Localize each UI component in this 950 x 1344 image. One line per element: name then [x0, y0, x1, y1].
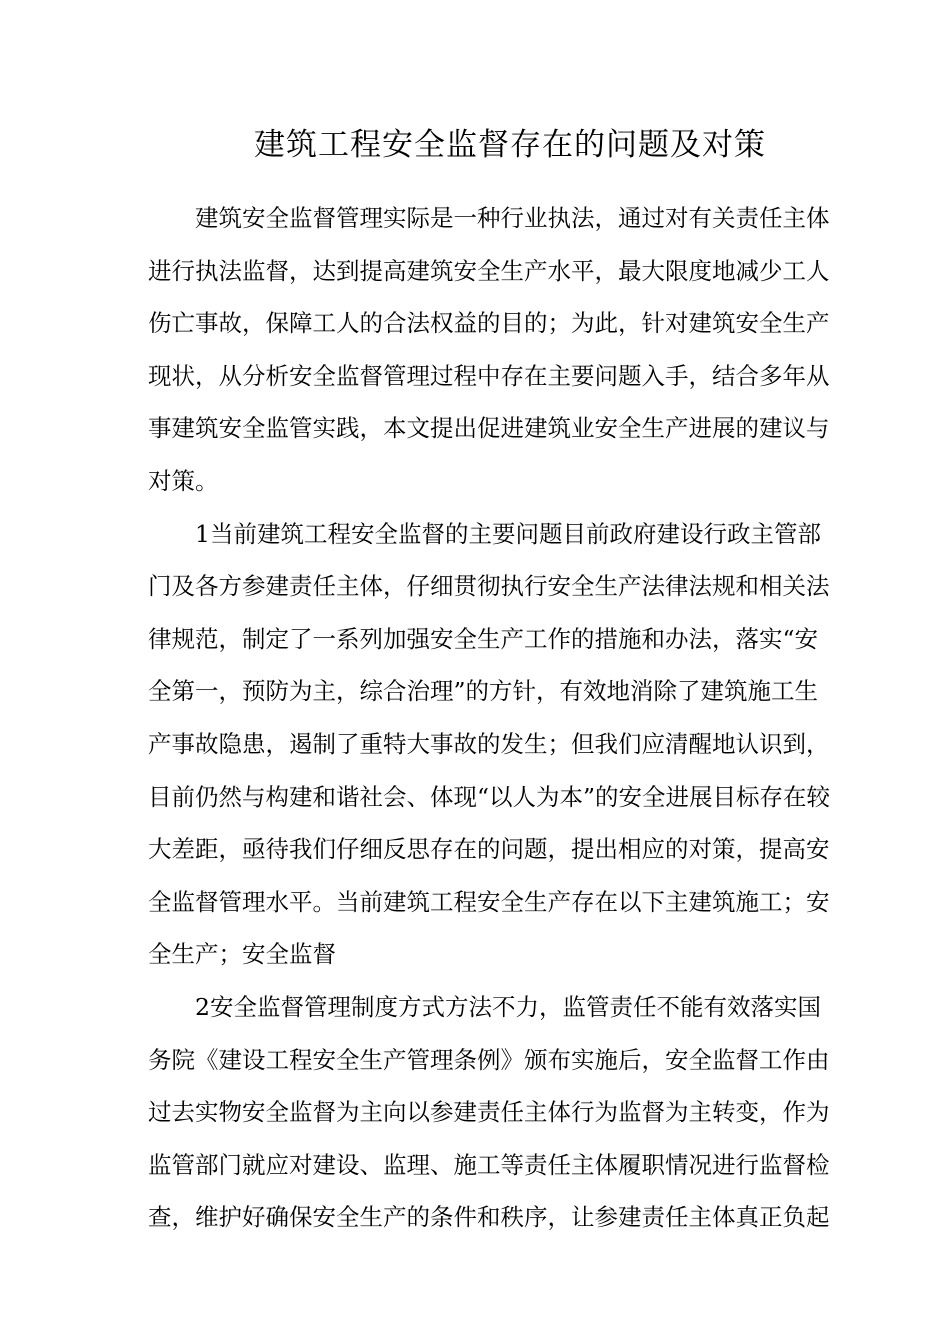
paragraph-line: 监管部门就应对建设、监理、施工等责任主体履职情况进行监督检: [148, 1150, 830, 1179]
paragraph-line: 建筑安全监督管理实际是一种行业执法，通过对有关责任主体: [195, 204, 830, 232]
paragraph-line: 伤亡事故，保障工人的合法权益的目的；为此，针对建筑安全生产: [148, 309, 830, 338]
paragraph: [148, 508, 831, 981]
paragraph-line: 现状，从分析安全监督管理过程中存在主要问题入手，结合多年从: [148, 361, 830, 390]
paragraph-line: 目前仍然与构建和谐社会、体现“以人为本”的安全进展目标存在较: [148, 782, 831, 811]
paragraph-line: 进行执法监督，达到提高建筑安全生产水平，最大限度地减少工人: [148, 256, 830, 285]
paragraph-line: 门及各方参建责任主体，仔细贯彻执行安全生产法律法规和相关法: [148, 572, 830, 601]
paragraph-line: 全第一，预防为主，综合治理”的方针，有效地消除了建筑施工生: [148, 677, 819, 706]
paragraph-line: 过去实物安全监督为主向以参建责任主体行为监督为主转变，作为: [148, 1098, 830, 1127]
paragraph-line: 律规范，制定了一系列加强安全生产工作的措施和办法，落实“安: [148, 624, 819, 653]
paragraph-line: 2安全监督管理制度方式方法不力，监管责任不能有效落实国: [195, 992, 821, 1021]
paragraph-line: 全监督管理水平。当前建筑工程安全生产存在以下主建筑施工；安: [148, 887, 830, 916]
paragraph: [148, 981, 830, 1244]
paragraph-line: 1当前建筑工程安全监督的主要问题目前政府建设行政主管部: [195, 519, 821, 548]
paragraph-line: 务院《建设工程安全生产管理条例》颁布实施后，安全监督工作由: [148, 1045, 830, 1074]
paragraph-line: 查，维护好确保安全生产的条件和秩序，让参建责任主体真正负起: [148, 1203, 830, 1232]
paragraph-line: 对策。: [148, 466, 219, 495]
paragraph-line: 全生产；安全监督: [148, 940, 336, 969]
document-title: 建筑工程安全监督存在的问题及对策: [254, 127, 766, 163]
paragraph-line: 大差距，亟待我们仔细反思存在的问题，提出相应的对策，提高安: [148, 835, 830, 864]
paragraph: [148, 192, 830, 508]
document-body: [148, 192, 831, 1244]
paragraph-line: 事建筑安全监管实践，本文提出促进建筑业安全生产进展的建议与: [148, 414, 830, 443]
paragraph-line: 产事故隐患，遏制了重特大事故的发生；但我们应清醒地认识到，: [148, 729, 830, 758]
